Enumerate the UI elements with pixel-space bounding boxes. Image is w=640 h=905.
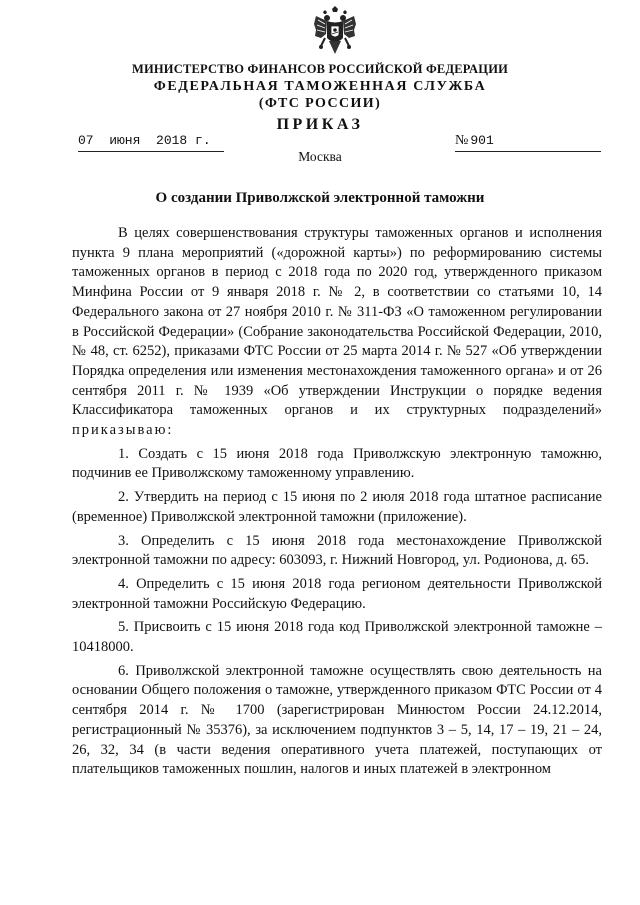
document-type-heading: ПРИКАЗ	[276, 116, 364, 133]
order-number-value: 901	[470, 133, 494, 148]
order-date-value: 07 июня 2018 г.	[78, 133, 211, 148]
issue-city: Москва	[298, 149, 342, 164]
coat-of-arms-emblem-icon	[313, 6, 357, 58]
document-title: О создании Приволжской электронной таможни	[155, 190, 485, 206]
ministry-heading: МИНИСТЕРСТВО ФИНАНСОВ РОССИЙСКОЙ ФЕДЕРАЦИИ	[131, 62, 509, 76]
order-item-4: 4. Определить с 15 июня 2018 года регионом деятельности Приволжской электронной таможни Российскую Федерацию.	[72, 575, 602, 612]
document-body	[72, 224, 602, 780]
preamble-paragraph	[72, 224, 602, 441]
order-item-1: 1. Создать с 15 июня 2018 года Приволжскую электронную таможню, подчинив ее Приволжскому таможенному управлению.	[72, 445, 602, 482]
order-number-sign: №	[455, 133, 469, 148]
service-short-heading: (ФТС РОССИИ)	[258, 96, 382, 111]
preamble-text: В целях совершенствования структуры таможенных органов и исполнения пункта 9 плана мероприятий («дорожной карты») по реформированию системы таможенных органов в период с 2018 года по 2020 год, утвержденного приказом Минфина России от 9 января 2018 г. № 2, в соответствии со статьями 10, 14 Федерального закона от 27 ноября 2010 г. № 311-ФЗ «О таможенном регулировании в Российской Федерации» (Собрание законодательства Российской Федерации, 2010, № 48, ст. 6252), приказами ФТС России от 25 марта 2014 г. № 527 «Об утверждении Порядка определения или изменения местонахождения таможенного органа» и от 26 сентября 2011 г. № 1939 «Об утверждении Инструкции о порядке ведения Классификатора таможенных органов и их структурных подразделений»	[72, 225, 602, 419]
service-heading: ФЕДЕРАЛЬНАЯ ТАМОЖЕННАЯ СЛУЖБА	[153, 79, 487, 94]
order-item-5: 5. Присвоить с 15 июня 2018 года код Приволжской электронной таможне – 10418000.	[72, 619, 602, 656]
order-item-2: 2. Утвердить на период с 15 июня по 2 июля 2018 года штатное расписание (временное) Приволжской электронной таможни (приложение).	[72, 489, 602, 525]
order-word: приказываю:	[72, 422, 174, 439]
order-item-3: 3. Определить с 15 июня 2018 года местонахождение Приволжской электронной таможни по адресу: 603093, г. Нижний Новгород, ул. Родионова, д. 65.	[72, 532, 602, 569]
order-item-6: 6. Приволжской электронной таможне осуществлять свою деятельность на основании Общего положения о таможне, утвержденного приказом ФТС России от 4 сентября 2014 г. № 1700 (зарегистрирован Минюстом России 24.12.2014, регистрационный № 35376), за исключением подпунктов 3 – 5, 14, 17 – 19, 21 – 24, 26, 32, 34 (в части ведения оперативного учета платежей, поступающих от плательщиков таможенных пошлин, налогов и иных платежей в электронном	[72, 662, 602, 778]
